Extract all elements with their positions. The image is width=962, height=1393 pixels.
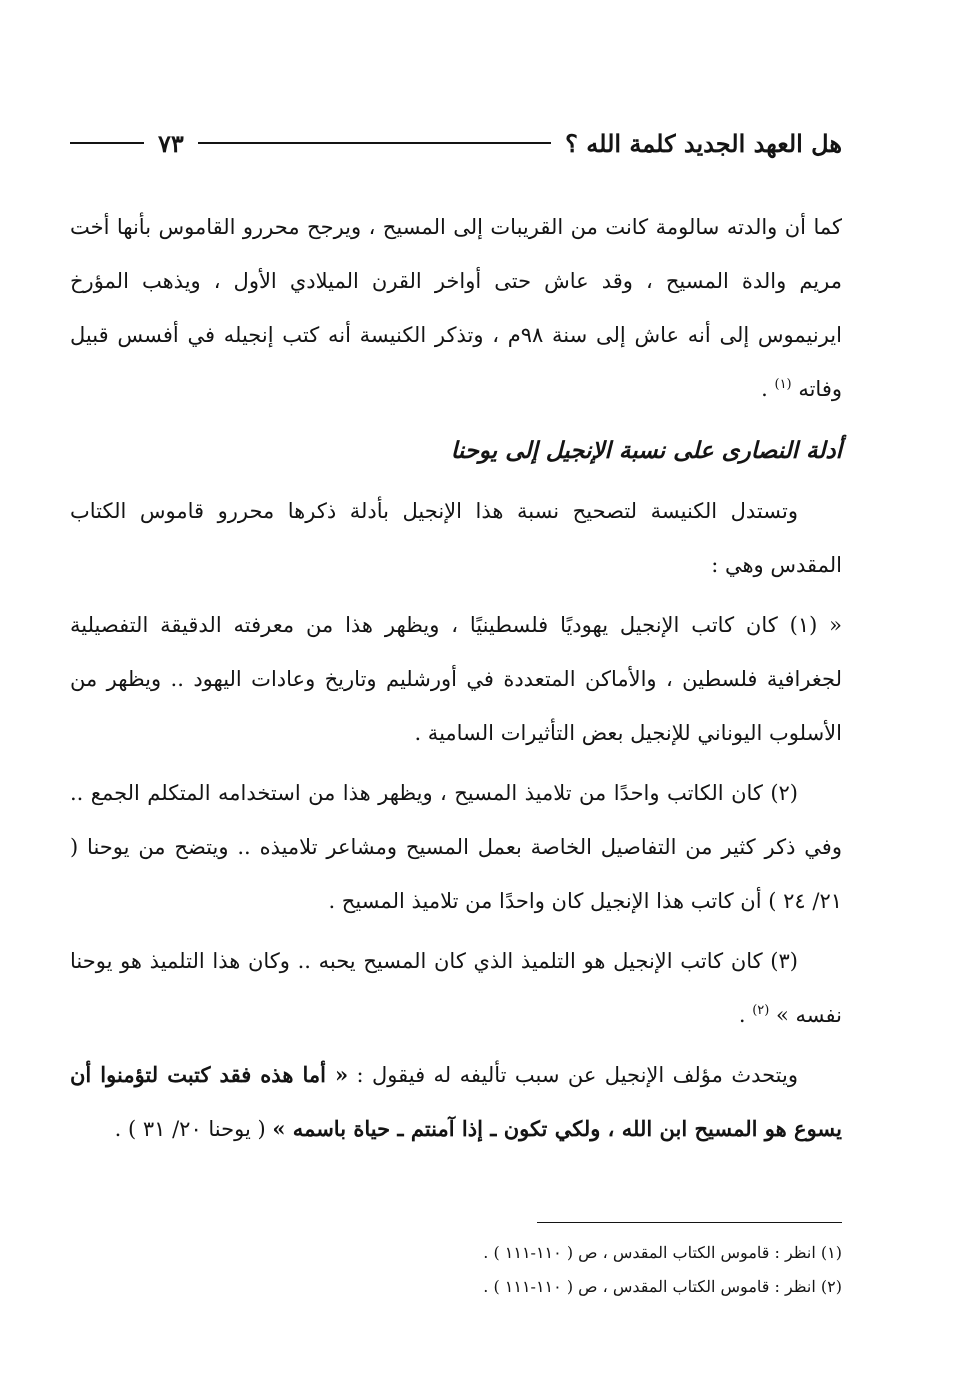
paragraph-1 — [70, 200, 842, 416]
paragraph-5-text: (٣) كان كاتب الإنجيل هو التلميذ الذي كان المسيح يحبه .. وكان هذا التلميذ هو يوحنا نفسه » — [70, 949, 842, 1027]
paragraph-1-end: . — [761, 377, 775, 401]
paragraph-6-quote: « أما هذه فقد كتبت لتؤمنوا أن يسوع هو المسيح ابن الله ، ولكي تكون ـ إذا آمنتم ـ حياة باسمه » — [70, 1062, 842, 1141]
paragraph-5 — [70, 934, 842, 1042]
footnote-rule — [537, 1222, 842, 1223]
section-heading: أدلة النصارى على نسبة الإنجيل إلى يوحنا — [450, 437, 842, 464]
paragraph-6 — [70, 1048, 842, 1156]
paragraph-2: وتستدل الكنيسة لتصحيح نسبة هذا الإنجيل بأدلة ذكرها محررو قاموس الكتاب المقدس وهي : — [70, 499, 842, 577]
paragraph-1-text: كما أن والدته سالومة كانت من القريبات إلى المسيح ، ويرجح محررو القاموس بأنها أخت مريم والدة المسيح ، وقد عاش حتى أواخر القرن الميلادي الأول ، ويذهب المؤرخ ايرنيموس إلى أنه عاش إلى سنة ٩٨م ، وتذكر الكنيسة أنه كتب إنجيله في أفسس قبيل وفاته — [70, 215, 842, 401]
footnotes — [70, 1236, 842, 1304]
header-rule-short — [70, 142, 144, 144]
body-text — [70, 200, 842, 1162]
paragraph-3: « (١) كان كاتب الإنجيل يهوديًا فلسطينيًا ، ويظهر هذا من معرفته الدقيقة التفصيلية لجغرافية فلسطين ، والأماكن المتعددة في أورشليم وتاريخ وعادات اليهود .. ويظهر من الأسلوب اليوناني للإنجيل بعض التأثيرات السامية . — [70, 613, 842, 745]
running-header — [70, 118, 842, 168]
paragraph-6-text: ويتحدث مؤلف الإنجيل عن سبب تأليفه له فيقول : — [348, 1063, 798, 1087]
footnote-ref-1: (١) — [774, 377, 792, 392]
page-number: ٧٣ — [158, 128, 184, 158]
paragraph-6-end: ( يوحنا ٢٠/ ٣١ ) . — [114, 1117, 273, 1141]
paragraph-4: (٢) كان الكاتب واحدًا من تلاميذ المسيح ، ويظهر هذا من استخدامه المتكلم الجمع .. وفي ذكر كثير من التفاصيل الخاصة بعمل المسيح ومشاعر تلاميذه .. ويتضح من يوحنا ( ٢١/ ٢٤ ) أن كاتب هذا الإنجيل كان واحدًا من تلاميذ المسيح . — [70, 781, 842, 913]
paragraph-5-end: . — [738, 1003, 753, 1027]
footnote-ref-2: (٢) — [752, 1003, 770, 1018]
running-title: هل العهد الجديد كلمة الله ؟ — [565, 128, 842, 158]
footnote-2: (٢) انظر : قاموس الكتاب المقدس ، ص ( ١١٠-١١١ ) . — [483, 1277, 842, 1296]
header-rule — [198, 142, 551, 144]
footnote-1: (١) انظر : قاموس الكتاب المقدس ، ص ( ١١٠-١١١ ) . — [483, 1243, 842, 1262]
